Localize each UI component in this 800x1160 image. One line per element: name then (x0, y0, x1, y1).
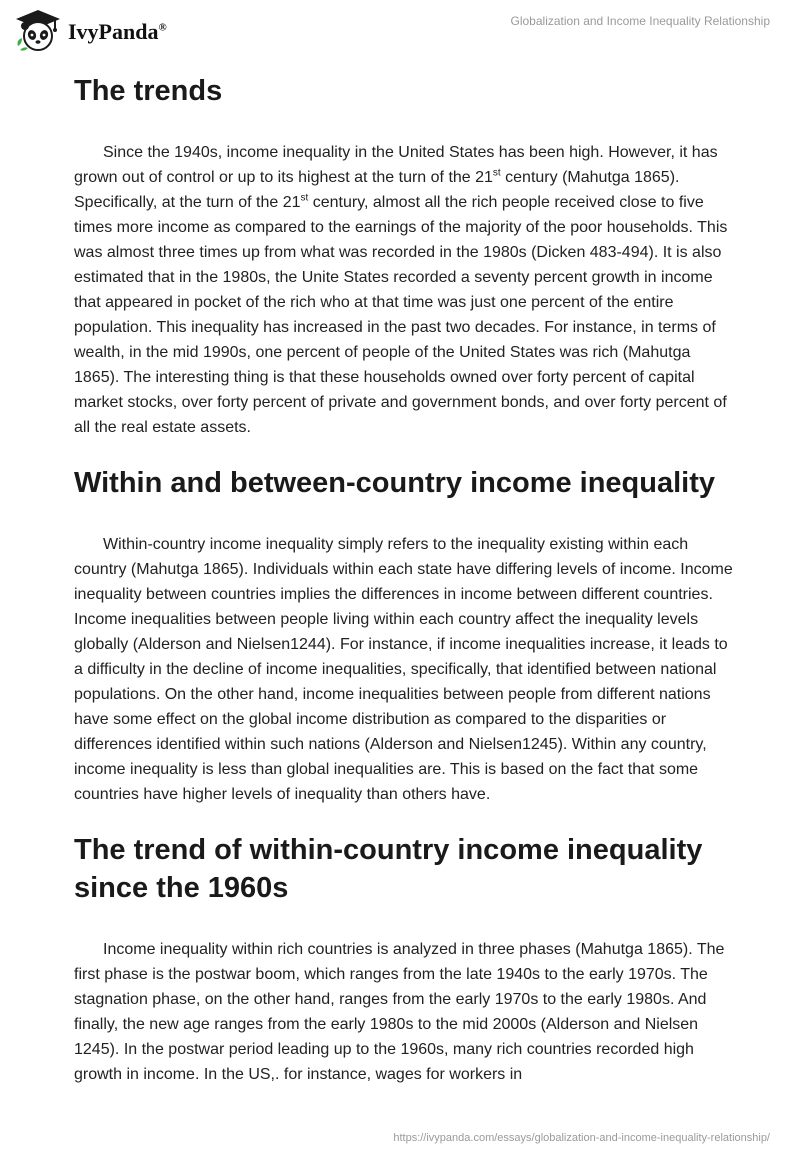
paragraph-within-between: Within-country income inequality simply refers to the inequality existing within each country (Mahutga 1865). Individuals within each state have differing levels of income. Income inequality between countries implies the differences in income between different countries. Income inequalities between people living within each country affect the inequality levels globally (Alderson and Nielsen1244). For instance, if income inequalities increase, it leads to a difficulty in the decline of income inequalities, specifically, that identified between national populations. On the other hand, income inequalities between people from different nations have some effect on the global income distribution as compared to the disparities or differences identified within such nations (Alderson and Nielsen1245). Within any country, income inequality is less than global inequalities are. This is based on the fact that some countries have higher levels of inequality than others have. (74, 536, 733, 803)
essay-content (74, 70, 734, 1087)
brand-name: IvyPanda® (68, 19, 167, 44)
section-heading-trend-since-1960s: The trend of within-country income inequality since the 1960s (74, 834, 703, 904)
document-title: Globalization and Income Inequality Relationship (510, 14, 770, 28)
panda-graduation-cap-icon (14, 8, 62, 52)
source-url[interactable]: https://ivypanda.com/essays/globalization-and-income-inequality-relationship/ (393, 1132, 770, 1144)
section-heading-within-between: Within and between-country income inequality (74, 467, 716, 499)
section-heading-trends: The trends (74, 75, 223, 107)
paragraph-trend-since-1960s: Income inequality within rich countries is analyzed in three phases (Mahutga 1865). The first phase is the postwar boom, which ranges from the late 1940s to the early 1970s. The stagnation phase, on the other hand, ranges from the early 1970s to the early 1980s. And finally, the new age ranges from the early 1980s to the mid 2000s (Alderson and Nielsen 1245). In the postwar period leading up to the 1960s, many rich countries recorded high growth in income. In the US,. for instance, wages for workers in (74, 941, 725, 1083)
paragraph-trends: Since the 1940s, income inequality in the United States has been high. However, it has grown out of control or up to its highest at the turn of the 21st century (Mahutga 1865). Specifically, at the turn of the 21st century, almost all the rich people received close to five times more income as compared to the earnings of the majority of the poor households. This was almost three times up from what was recorded in the 1980s (Dicken 483-494). It is also estimated that in the 1980s, the Unite States recorded a seventy percent growth in income that appeared in pocket of the rich who at that time was just one percent of the entire population. This inequality has increased in the past two decades. For instance, in terms of wealth, in the mid 1990s, one percent of people of the United States was rich (Mahutga 1865). The interesting thing is that these households owned over forty percent of capital market stocks, over forty percent of private and government bonds, and over forty percent of all the real estate assets. (74, 144, 728, 436)
page-header (0, 0, 800, 64)
brand-logo[interactable] (14, 8, 167, 52)
